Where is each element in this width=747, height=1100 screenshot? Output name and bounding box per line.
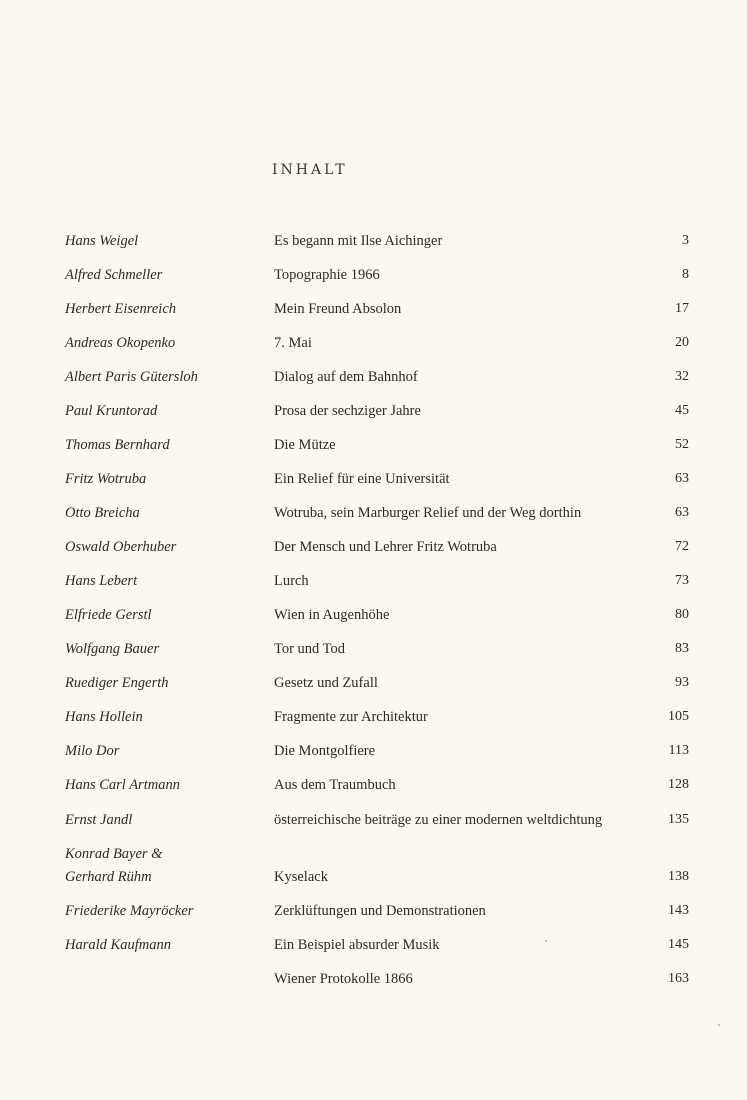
toc-author: Andreas Okopenko (65, 335, 176, 351)
toc-author: Otto Breicha (65, 505, 140, 521)
toc-page-number: 83 (675, 641, 689, 656)
toc-entry (0, 573, 747, 593)
toc-title: Lurch (274, 573, 309, 589)
page-heading: INHALT (272, 162, 348, 178)
toc-author: Harald Kaufmann (65, 937, 171, 953)
toc-title: Wien in Augenhöhe (274, 607, 390, 623)
toc-title: Der Mensch und Lehrer Fritz Wotruba (274, 539, 497, 555)
toc-entry (0, 903, 747, 923)
toc-author: Hans Carl Artmann (65, 777, 180, 793)
toc-page-number: 17 (675, 301, 689, 316)
toc-entry (0, 709, 747, 729)
toc-title: Dialog auf dem Bahnhof (274, 369, 418, 385)
toc-author: Albert Paris Gütersloh (65, 369, 198, 385)
toc-author: Elfriede Gerstl (65, 607, 152, 623)
toc-title: Ein Relief für eine Universität (274, 471, 450, 487)
toc-entry (0, 641, 747, 661)
toc-entry (0, 812, 747, 832)
toc-entry (0, 869, 747, 889)
toc-title: Die Montgolfiere (274, 743, 376, 759)
toc-page-number: 3 (682, 233, 689, 248)
toc-page-number: 105 (668, 709, 689, 724)
toc-entry (0, 937, 747, 957)
toc-entry (0, 403, 747, 423)
toc-author: Hans Weigel (65, 233, 139, 249)
toc-page-number: 8 (682, 267, 689, 282)
toc-page-number: 63 (675, 471, 689, 486)
toc-entry (0, 971, 747, 991)
toc-author: Oswald Oberhuber (65, 539, 177, 555)
toc-entry (0, 607, 747, 627)
toc-author: Paul Kruntorad (65, 403, 158, 419)
toc-title: Fragmente zur Architektur (274, 709, 428, 725)
toc-entry (0, 846, 747, 866)
toc-entry (0, 267, 747, 287)
toc-page-number: 45 (675, 403, 689, 418)
toc-title: Aus dem Traumbuch (274, 777, 396, 793)
toc-page-number: 128 (668, 777, 689, 792)
toc-page-number: 32 (675, 369, 689, 384)
toc-page-number: 138 (668, 869, 689, 884)
toc-title: Die Mütze (274, 437, 336, 453)
toc-title: österreichische beiträge zu einer modernen weltdichtung (274, 812, 603, 828)
toc-author: Friederike Mayröcker (65, 903, 194, 919)
toc-author: Wolfgang Bauer (65, 641, 160, 657)
toc-entry (0, 505, 747, 525)
paper-speck (718, 1024, 720, 1026)
toc-author: Hans Lebert (65, 573, 138, 589)
toc-title: Topographie 1966 (274, 267, 380, 283)
toc-author: Ruediger Engerth (65, 675, 169, 691)
toc-title: Wotruba, sein Marburger Relief und der Weg dorthin (274, 505, 582, 521)
toc-page-number: 72 (675, 539, 689, 554)
toc-author: Milo Dor (65, 743, 120, 759)
toc-entry (0, 437, 747, 457)
toc-page-number: 93 (675, 675, 689, 690)
toc-page-number: 63 (675, 505, 689, 520)
toc-entry (0, 539, 747, 559)
toc-title: Gesetz und Zufall (274, 675, 378, 691)
toc-page-number: 143 (668, 903, 689, 918)
toc-page-number: 80 (675, 607, 689, 622)
toc-entry (0, 777, 747, 797)
toc-title: Mein Freund Absolon (274, 301, 402, 317)
toc-entry (0, 369, 747, 389)
toc-page-number: 135 (668, 812, 689, 827)
toc-title: Prosa der sechziger Jahre (274, 403, 421, 419)
toc-page-number: 113 (668, 743, 689, 758)
toc-page-number: 145 (668, 937, 689, 952)
toc-entry (0, 675, 747, 695)
toc-title: Zerklüftungen und Demonstrationen (274, 903, 486, 919)
toc-author: Herbert Eisenreich (65, 301, 177, 317)
toc-title: Ein Beispiel absurder Musik (274, 937, 440, 953)
toc-author: Fritz Wotruba (65, 471, 147, 487)
toc-page-number: 163 (668, 971, 689, 986)
toc-entry (0, 335, 747, 355)
toc-title: Es begann mit Ilse Aichinger (274, 233, 443, 249)
toc-entry (0, 301, 747, 321)
paper-speck (545, 940, 547, 942)
toc-title: Tor und Tod (274, 641, 346, 657)
toc-entry (0, 743, 747, 763)
toc-entry (0, 233, 747, 253)
toc-author: Hans Hollein (65, 709, 143, 725)
toc-page-number: 73 (675, 573, 689, 588)
toc-author: Gerhard Rühm (65, 869, 152, 885)
toc-title: 7. Mai (274, 335, 312, 351)
toc-title: Kyselack (274, 869, 328, 885)
toc-author: Thomas Bernhard (65, 437, 170, 453)
toc-page-number: 20 (675, 335, 689, 350)
toc-author: Ernst Jandl (65, 812, 133, 828)
toc-author: Alfred Schmeller (65, 267, 163, 283)
toc-page-number: 52 (675, 437, 689, 452)
toc-author: Konrad Bayer & (65, 846, 163, 862)
toc-entry (0, 471, 747, 491)
toc-title: Wiener Protokolle 1866 (274, 971, 413, 987)
